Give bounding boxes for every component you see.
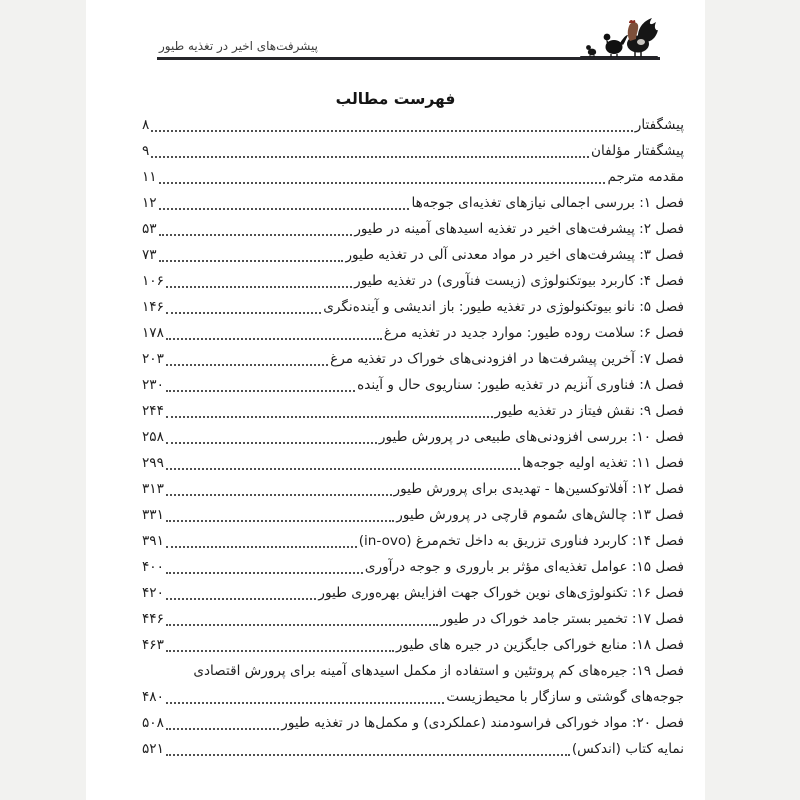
toc-entry-label: فصل ۲۰: مواد خوراکی فراسودمند (عملکردی) و مکمل‌ها در تغذیه طیور	[281, 715, 684, 731]
toc-entry-label: مقدمه مترجم	[607, 169, 684, 185]
toc-entry	[142, 580, 684, 606]
toc-leader-dots	[159, 260, 344, 262]
running-head-title: پیشرفت‌های اخیر در تغذیه طیور	[159, 39, 318, 53]
toc-entry-label: فصل ۱۷: تخمیر بستر جامد خوراک در طیور	[440, 611, 684, 627]
toc-entry	[142, 424, 684, 450]
toc-leader-dots	[159, 182, 606, 184]
toc-entry	[142, 710, 684, 736]
toc-entry-label: فصل ۱۱: تغذیه اولیه جوجه‌ها	[522, 455, 684, 471]
toc-entry-page-number: ۵۳	[142, 221, 157, 237]
toc-entry	[142, 736, 684, 762]
toc-entry-page-number: ۱۷۸	[142, 325, 164, 341]
toc-entry-page-number: ۵۰۸	[142, 715, 164, 731]
toc-entry-page-number: ۴۸۰	[142, 689, 164, 705]
toc-entry	[142, 190, 684, 216]
toc-entry	[142, 398, 684, 424]
toc-leader-dots	[166, 754, 570, 756]
toc-entry-page-number: ۹	[142, 143, 150, 159]
toc-leader-dots	[166, 390, 355, 392]
toc-entry	[142, 216, 684, 242]
toc-entry	[142, 164, 684, 190]
toc-entry	[142, 320, 684, 346]
toc-leader-dots	[166, 364, 328, 366]
toc-entry	[142, 658, 684, 684]
toc-entry	[142, 554, 684, 580]
toc-leader-dots	[166, 572, 363, 574]
toc-entry-label: فصل ۷: آخرین پیشرفت‌ها در افزودنی‌های خوراک در تغذیه مرغ	[330, 351, 684, 367]
toc-entry-page-number: ۴۴۶	[142, 611, 164, 627]
toc-entry-page-number: ۲۴۴	[142, 403, 164, 419]
toc-entry-label: فصل ۳: پیشرفت‌های اخیر در مواد معدنی آلی در تغذیه طیور	[345, 247, 684, 263]
toc-entry-page-number: ۱۲	[142, 195, 157, 211]
toc-entry-label: فصل ۹: نقش فیتاز در تغذیه طیور	[494, 403, 684, 419]
toc-leader-dots	[151, 130, 632, 132]
toc-entry	[142, 502, 684, 528]
toc-list	[142, 112, 684, 762]
toc-leader-dots	[159, 234, 353, 236]
toc-leader-dots	[166, 338, 382, 340]
toc-entry-page-number: ۱۴۶	[142, 299, 164, 315]
toc-entry-label: فصل ۱۵: عوامل تغذیه‌ای مؤثر بر باروری و جوجه درآوری	[364, 559, 684, 575]
toc-entry	[142, 294, 684, 320]
toc-leader-dots	[166, 442, 377, 444]
toc-entry	[142, 242, 684, 268]
toc-leader-dots	[151, 156, 589, 158]
toc-entry	[142, 606, 684, 632]
toc-entry	[142, 450, 684, 476]
toc-entry-label: فصل ۲: پیشرفت‌های اخیر در تغذیه اسیدهای آمینه در طیور	[354, 221, 684, 237]
page-header	[157, 0, 660, 60]
toc-entry-page-number: ۲۳۰	[142, 377, 164, 393]
toc-entry-page-number: ۸	[142, 117, 150, 133]
toc-entry-label: فصل ۱۰: بررسی افزودنی‌های طبیعی در پرورش طیور	[378, 429, 684, 445]
toc-entry	[142, 476, 684, 502]
toc-entry-label: فصل ۴: کاربرد بیوتکنولوژی (زیست فنآوری) در تغذیه طیور	[354, 273, 684, 289]
toc-leader-dots	[166, 286, 352, 288]
toc-leader-dots	[166, 416, 493, 418]
toc-entry	[142, 528, 684, 554]
toc-entry-label: فصل ۶: سلامت روده طیور: موارد جدید در تغذیه مرغ	[383, 325, 684, 341]
toc-entry-label: فصل ۱۳: چالش‌های سُموم قارچی در پرورش طیور	[396, 507, 684, 523]
toc-entry	[142, 372, 684, 398]
toc-entry-label: فصل ۱۲: آفلاتوکسین‌ها - تهدیدی برای پرورش طیور	[393, 481, 684, 497]
toc-entry-label: پیشگفتار	[634, 117, 684, 133]
toc-entry-label: فصل ۱۴: کاربرد فناوری تزریق به داخل تخم‌مرغ (in-ovo)	[358, 533, 684, 549]
toc-entry-page-number: ۳۳۱	[142, 507, 164, 523]
toc-entry-label: نمایه کتاب (اندکس)	[571, 741, 684, 757]
toc-entry-page-number: ۱۱	[142, 169, 157, 185]
toc-entry-page-number: ۵۲۱	[142, 741, 164, 757]
toc-entry-label: فصل ۸: فناوری آنزیم در تغذیه طیور: سناریوی حال و آینده	[357, 377, 684, 393]
toc-title: فهرست مطالب	[335, 90, 456, 108]
toc-entry-label: فصل ۱: بررسی اجمالی نیازهای تغذیه‌ای جوجه‌ها	[411, 195, 684, 211]
toc-entry	[142, 138, 684, 164]
toc-entry-page-number: ۲۰۳	[142, 351, 164, 367]
toc-leader-dots	[166, 702, 444, 704]
toc-leader-dots	[166, 546, 357, 548]
toc-entry	[142, 346, 684, 372]
toc-entry-label: فصل ۱۶: تکنولوژی‌های نوین خوراک جهت افزایش بهره‌وری طیور	[318, 585, 684, 601]
toc-entry-page-number: ۴۰۰	[142, 559, 164, 575]
toc-entry-page-number: ۱۰۶	[142, 273, 164, 289]
toc-entry	[142, 632, 684, 658]
rooster-hen-chick-icon	[580, 11, 658, 59]
toc-entry-page-number: ۲۹۹	[142, 455, 164, 471]
toc-leader-dots	[166, 312, 321, 314]
toc-leader-dots	[166, 494, 392, 496]
book-page	[86, 0, 705, 800]
toc-entry-label: پیشگفتار مؤلفان	[591, 143, 684, 159]
toc-entry-page-number: ۴۶۳	[142, 637, 164, 653]
toc-leader-dots	[159, 208, 410, 210]
toc-entry-continuation	[142, 684, 684, 710]
toc-leader-dots	[166, 468, 520, 470]
toc-entry	[142, 268, 684, 294]
toc-leader-dots	[166, 624, 439, 626]
toc-entry-page-number: ۳۱۳	[142, 481, 164, 497]
toc-entry-page-number: ۷۳	[142, 247, 157, 263]
toc-leader-dots	[166, 650, 394, 652]
toc-entry-label: فصل ۱۹: جیره‌های کم پروتئین و استفاده از مکمل اسیدهای آمینه برای پرورش اقتصادی	[193, 663, 684, 679]
toc-entry	[142, 112, 684, 138]
toc-entry-label-continued: جوجه‌های گوشتی و سازگار با محیط‌زیست	[446, 689, 684, 705]
toc-leader-dots	[166, 598, 317, 600]
toc-entry-label: فصل ۱۸: منابع خوراکی جایگزین در جیره های طیور	[395, 637, 684, 653]
toc-entry-label: فصل ۵: نانو بیوتکنولوژی در تغذیه طیور: باز اندیشی و آینده‌نگری	[323, 299, 684, 315]
toc-entry-page-number: ۳۹۱	[142, 533, 164, 549]
toc-entry-page-number: ۲۵۸	[142, 429, 164, 445]
toc-entry-page-number: ۴۲۰	[142, 585, 164, 601]
toc-leader-dots	[166, 728, 279, 730]
toc-leader-dots	[166, 520, 394, 522]
